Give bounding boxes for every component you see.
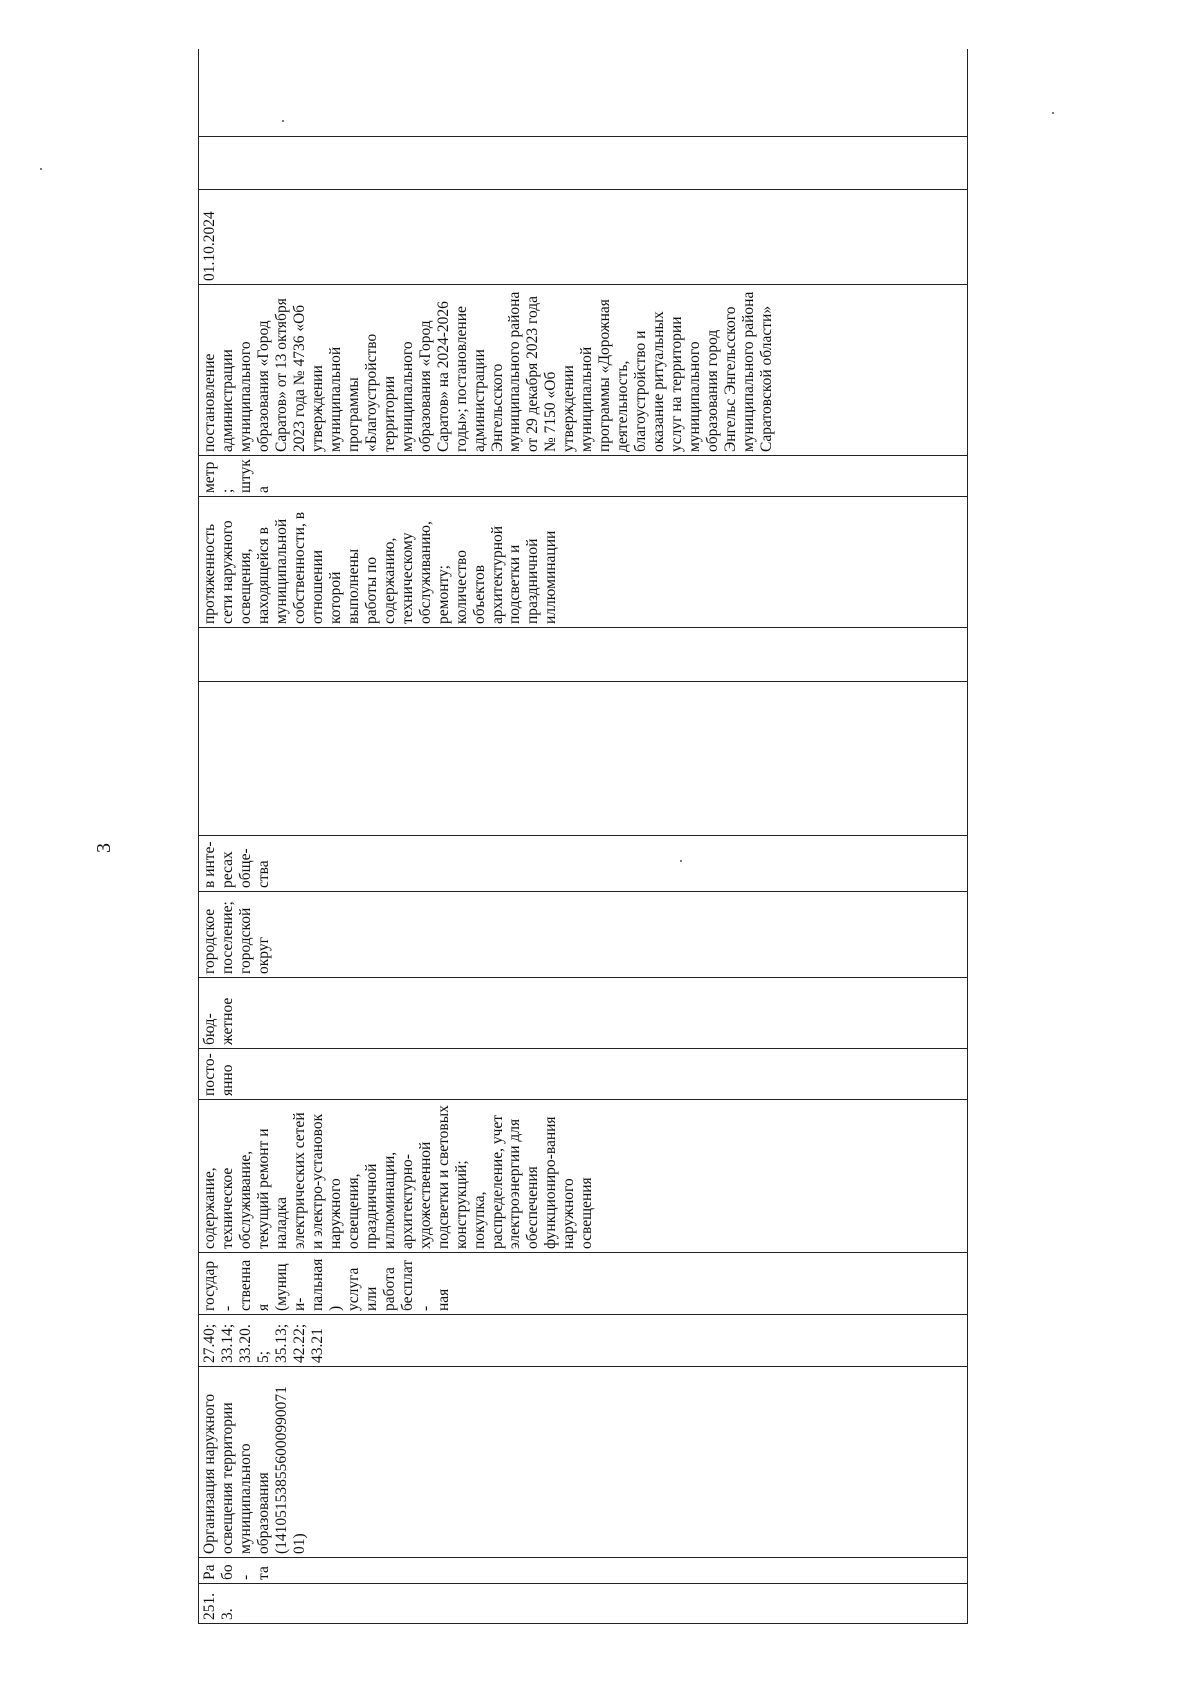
service-type: государ- ственная (муници- пальная) услуга или работа бесплат- ная [199,1253,968,1315]
territory-type: городское поселение; городской округ [199,892,968,978]
service-name: Организация наружного освещения территории муниципального образования (141051538556000990071 01) [199,1367,968,1558]
inclusion-date: 01.10.2024 [199,190,968,285]
volume-indicator: протяженность сети наружного освещения, находящейся в муниципальной собственности, в отношении которой выполнены работы по содержанию, техническому обслуживанию, ремонту; количество объектов архитектурной подсветки и праздничной иллюминации [199,497,968,628]
consumer-interests: в инте- ресах обще- ства [199,836,968,892]
empty-cell-4 [199,49,968,137]
empty-cell-3 [199,137,968,190]
empty-cell-2 [199,628,968,682]
page-number: 3 [93,843,115,853]
table-frame [198,49,968,1624]
service-content: содержание, техническое обслуживание, текущий ремонт и наладка электрических сетей и электро-установок наружного освещения, праздничной иллюминации, архитектурно-художественной подсветки и световых конструкций; покупка, распределение, учет электроэнергии для обеспечения функциониро-вания наружного освещения [199,1100,968,1253]
empty-cell-1 [199,682,968,836]
registry-table [198,49,968,1624]
legal-basis: постановление администрации муниципального образования «Город Саратов» от 13 октября 2023 года № 4736 «Об утверждении муниципальной программы «Благоустройство территории муниципального образования «Город Саратов» на 2024-2026 годы»; постановление администрации Энгельсского муниципального района от 29 декабря 2023 года № 7150 «Об утверждении муниципальной программы «Дорожная деятельность, благоустройство и оказание ритуальных услуг на территории муниципального образования город Энгельс Энгельсского муниципального района Саратовской области» [199,285,968,456]
service-term: посто- янно [199,1049,968,1100]
table-row [199,49,968,1624]
scan-speck [1052,112,1054,114]
financing-type: бюд- жетное [199,978,968,1049]
row-kind: Рабо- та [199,1558,968,1584]
scan-speck [680,860,682,862]
scan-speck [40,168,42,170]
measure-unit: метр; штука [199,456,968,497]
rotated-table-container [198,49,968,1624]
row-index: 251.3. [199,1584,968,1624]
okved-codes: 27.40; 33.14; 33.20.5; 35.13; 42.22; 43.21 [199,1315,968,1367]
scan-speck [282,120,284,122]
